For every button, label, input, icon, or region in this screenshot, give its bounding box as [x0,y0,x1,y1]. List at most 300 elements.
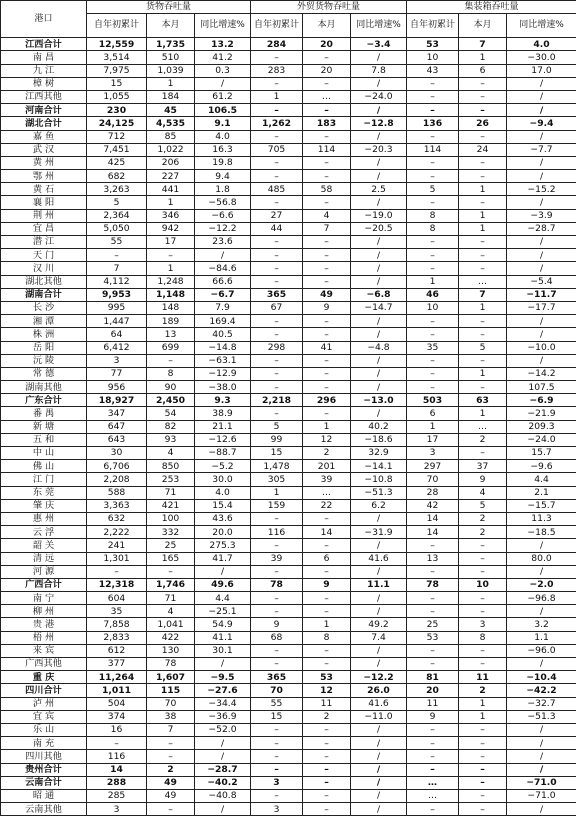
value-cell: 30 [87,447,147,460]
value-cell: −12.8 [351,117,407,130]
value-cell: / [507,750,576,763]
value-cell: – [251,381,303,394]
value-cell: – [251,77,303,90]
value-cell: / [351,763,407,776]
value-cell: 43.6 [195,512,251,525]
value-cell: 1,735 [147,38,195,51]
port-name-cell: 贵州合计 [1,763,87,776]
value-cell: 5 [459,499,507,512]
table-row [1,394,576,407]
value-cell: 503 [407,394,459,407]
value-cell: 9 [303,578,351,591]
value-cell: – [459,803,507,816]
value-cell: 165 [147,552,195,565]
value-cell: – [459,130,507,143]
value-cell: 54 [147,407,195,420]
value-cell: 7,858 [87,618,147,631]
value-cell: 0.3 [195,64,251,77]
table-row [1,90,576,103]
sub-header: 本月 [147,14,195,38]
value-cell: 41.6 [351,552,407,565]
value-cell: / [351,789,407,802]
value-cell: 40.5 [195,328,251,341]
value-cell: / [507,236,576,249]
value-cell: / [195,565,251,578]
value-cell: 441 [147,183,195,196]
value-cell: – [459,605,507,618]
value-cell: 67 [251,301,303,314]
value-cell: 17 [147,236,195,249]
value-cell: 3 [87,803,147,816]
value-cell: 78 [147,658,195,671]
value-cell: / [351,156,407,169]
value-cell: 712 [87,130,147,143]
value-cell: 115 [147,684,195,697]
value-cell: – [251,156,303,169]
port-name-cell: 乐 山 [1,723,87,736]
port-name-cell: 番 禺 [1,407,87,420]
value-cell: 298 [251,341,303,354]
value-cell: – [303,605,351,618]
value-cell: 1,447 [87,315,147,328]
value-cell: / [507,90,576,103]
value-cell: 705 [251,143,303,156]
value-cell: −15.2 [507,183,576,196]
port-name-cell: 柳 州 [1,605,87,618]
value-cell: / [351,249,407,262]
value-cell: 6.2 [351,499,407,512]
value-cell: / [507,539,576,552]
value-cell: 6 [407,407,459,420]
table-row [1,196,576,209]
value-cell: 5 [251,420,303,433]
table-row [1,512,576,525]
port-name-cell: 梧 州 [1,631,87,644]
value-cell: – [303,354,351,367]
value-cell: – [407,77,459,90]
value-cell: / [507,170,576,183]
value-cell: – [459,447,507,460]
value-cell: 15.7 [507,447,576,460]
value-cell: / [351,737,407,750]
port-name-cell: 南 宁 [1,592,87,605]
value-cell: 159 [251,499,303,512]
value-cell: 1 [303,420,351,433]
value-cell: −42.2 [507,684,576,697]
port-name-cell: 广西其他 [1,658,87,671]
port-name-cell: 南 昌 [1,51,87,64]
port-name-cell: 湖北合计 [1,117,87,130]
table-row [1,275,576,288]
value-cell: / [195,737,251,750]
value-cell: 2,833 [87,631,147,644]
value-cell: – [303,249,351,262]
value-cell: 7 [303,222,351,235]
value-cell: – [251,104,303,117]
value-cell: 23.6 [195,236,251,249]
value-cell: 1,262 [251,117,303,130]
value-cell: 85 [147,130,195,143]
value-cell: 1 [459,301,507,314]
value-cell: −2.0 [507,578,576,591]
value-cell: −14.1 [351,460,407,473]
value-cell: 1 [459,183,507,196]
value-cell: 11,264 [87,671,147,684]
value-cell: 612 [87,644,147,657]
value-cell: 9 [303,301,351,314]
value-cell: / [507,262,576,275]
value-cell: 20 [303,64,351,77]
value-cell: 3 [251,776,303,789]
port-name-cell: 襄 阳 [1,196,87,209]
value-cell: 2,208 [87,473,147,486]
value-cell: 374 [87,710,147,723]
table-row [1,776,576,789]
value-cell: 13.2 [195,38,251,51]
port-name-cell: 贵 港 [1,618,87,631]
value-cell: −9.6 [507,460,576,473]
table-row [1,737,576,750]
value-cell: 485 [251,183,303,196]
value-cell: – [407,750,459,763]
value-cell: 16.3 [195,143,251,156]
value-cell: −84.6 [195,262,251,275]
value-cell: / [351,262,407,275]
value-cell: 2,222 [87,526,147,539]
value-cell: 24,125 [87,117,147,130]
value-cell: – [147,750,195,763]
port-name-cell: 嘉 鱼 [1,130,87,143]
port-name-cell: 五 和 [1,433,87,446]
value-cell: 26.0 [351,684,407,697]
sub-header: 自年初累计 [251,14,303,38]
value-cell: 7 [459,38,507,51]
value-cell: 7 [87,262,147,275]
value-cell: – [459,354,507,367]
value-cell: 45 [147,104,195,117]
value-cell: 37 [459,460,507,473]
value-cell: – [303,275,351,288]
value-cell: −28.7 [195,763,251,776]
value-cell: / [351,354,407,367]
value-cell: 2 [459,512,507,525]
value-cell: 604 [87,592,147,605]
value-cell: 510 [147,51,195,64]
table-row [1,407,576,420]
value-cell: 35 [87,605,147,618]
port-name-cell: 云 浮 [1,526,87,539]
value-cell: – [407,354,459,367]
table-row [1,130,576,143]
value-cell: – [251,512,303,525]
value-cell: 53 [407,631,459,644]
value-cell: – [459,77,507,90]
value-cell: −40.2 [195,776,251,789]
value-cell: 41.6 [351,697,407,710]
port-name-cell: 荆 州 [1,209,87,222]
value-cell: / [351,328,407,341]
value-cell: 41.2 [195,51,251,64]
value-cell: 53 [303,671,351,684]
value-cell: 1 [407,420,459,433]
port-name-cell: 来 宾 [1,644,87,657]
value-cell: −20.3 [351,143,407,156]
value-cell: 20 [407,684,459,697]
value-cell: 169.4 [195,315,251,328]
value-cell: 2 [459,433,507,446]
value-cell: – [407,328,459,341]
value-cell: / [351,605,407,618]
value-cell: 39 [303,473,351,486]
port-name-cell: 河南合计 [1,104,87,117]
value-cell: 995 [87,301,147,314]
value-cell: – [303,737,351,750]
value-cell: – [251,354,303,367]
value-cell: −18.5 [507,526,576,539]
value-cell: 2 [303,710,351,723]
value-cell: 49 [147,776,195,789]
value-cell: – [303,315,351,328]
value-cell: 130 [147,644,195,657]
value-cell: … [407,776,459,789]
value-cell: – [459,90,507,103]
value-cell: 42 [407,499,459,512]
value-cell: – [251,658,303,671]
value-cell: – [147,803,195,816]
value-cell: −96.8 [507,592,576,605]
value-cell: – [407,605,459,618]
value-cell: 643 [87,433,147,446]
value-cell: – [251,315,303,328]
value-cell: – [303,750,351,763]
value-cell: −38.0 [195,381,251,394]
value-cell: 1.1 [507,631,576,644]
value-cell: – [147,565,195,578]
value-cell: – [303,723,351,736]
value-cell: – [251,737,303,750]
value-cell: 25 [407,618,459,631]
value-cell: 305 [251,473,303,486]
value-cell: / [195,658,251,671]
value-cell: 942 [147,222,195,235]
value-cell: / [351,407,407,420]
value-cell: 3.2 [507,618,576,631]
value-cell: 1 [459,51,507,64]
value-cell: 2 [459,526,507,539]
value-cell: 71 [147,592,195,605]
value-cell: 4.0 [507,38,576,51]
value-cell: 14 [407,526,459,539]
value-cell: – [303,512,351,525]
value-cell: 40.2 [351,420,407,433]
table-row [1,539,576,552]
value-cell: – [407,763,459,776]
value-cell: −6.7 [195,288,251,301]
value-cell: 1 [147,196,195,209]
value-cell: – [459,789,507,802]
value-cell: – [407,367,459,380]
port-name-cell: 湘 潭 [1,315,87,328]
port-name-cell: 湖南其他 [1,381,87,394]
value-cell: 55 [251,697,303,710]
value-cell: 25 [147,539,195,552]
port-name-cell: 新 塘 [1,420,87,433]
table-row [1,38,576,51]
value-cell: – [459,170,507,183]
value-cell: – [147,354,195,367]
value-cell: 58 [303,183,351,196]
value-cell: −11.7 [507,288,576,301]
value-cell: 7 [147,723,195,736]
value-cell: 1,011 [87,684,147,697]
value-cell: – [459,104,507,117]
value-cell: 3,514 [87,51,147,64]
value-cell: 7,975 [87,64,147,77]
value-cell: 699 [147,341,195,354]
value-cell: 11 [459,671,507,684]
value-cell: 9 [407,710,459,723]
port-name-cell: 南 充 [1,737,87,750]
value-cell: 288 [87,776,147,789]
value-cell: −28.7 [507,222,576,235]
value-cell: 70 [147,697,195,710]
value-cell: – [251,789,303,802]
value-cell: 32.9 [351,447,407,460]
value-cell: 7,451 [87,143,147,156]
value-cell: 5 [407,183,459,196]
value-cell: 63 [459,394,507,407]
value-cell: −88.7 [195,447,251,460]
port-name-cell: 鄂 州 [1,170,87,183]
value-cell: 93 [147,433,195,446]
table-row [1,697,576,710]
value-cell: / [507,803,576,816]
value-cell: 53 [407,38,459,51]
value-cell: 1 [459,710,507,723]
value-cell: – [303,51,351,64]
port-name-cell: 宜 宾 [1,710,87,723]
value-cell: 8 [303,631,351,644]
value-cell: 39 [251,552,303,565]
value-cell: 2.5 [351,183,407,196]
port-name-cell: 江 门 [1,473,87,486]
value-cell: / [351,776,407,789]
value-cell: 71 [147,486,195,499]
value-cell: – [407,236,459,249]
value-cell: 4.0 [195,130,251,143]
value-cell: 5,050 [87,222,147,235]
value-cell: 9 [251,618,303,631]
value-cell: / [507,565,576,578]
value-cell: 1 [459,407,507,420]
value-cell: – [251,750,303,763]
value-cell: 1 [459,222,507,235]
value-cell: – [147,249,195,262]
value-cell: / [351,315,407,328]
value-cell: 49.6 [195,578,251,591]
value-cell: −36.9 [195,710,251,723]
value-cell: / [507,328,576,341]
value-cell: 253 [147,473,195,486]
sub-header: 本月 [303,14,351,38]
value-cell: 1,607 [147,671,195,684]
value-cell: / [507,354,576,367]
value-cell: 9,953 [87,288,147,301]
value-cell: −10.8 [351,473,407,486]
value-cell: – [459,539,507,552]
value-cell: 3,263 [87,183,147,196]
table-row [1,552,576,565]
value-cell: 114 [303,143,351,156]
value-cell: −63.1 [195,354,251,367]
value-cell: 68 [251,631,303,644]
table-row [1,486,576,499]
value-cell: 1 [251,486,303,499]
value-cell: / [507,763,576,776]
value-cell: 7.4 [351,631,407,644]
port-name-cell: 沅 陵 [1,354,87,367]
value-cell: 1,478 [251,460,303,473]
value-cell: 49 [147,789,195,802]
port-name-cell: 汉 川 [1,262,87,275]
value-cell: 15.4 [195,499,251,512]
sub-header: 自年初累计 [87,14,147,38]
value-cell: 10 [407,51,459,64]
port-name-cell: 昭 通 [1,789,87,802]
value-cell: 27 [251,209,303,222]
value-cell: – [407,737,459,750]
table-row [1,618,576,631]
value-cell: 38 [147,710,195,723]
value-cell: / [351,130,407,143]
value-cell: / [195,750,251,763]
value-cell: – [303,565,351,578]
value-cell: 15 [87,77,147,90]
value-cell: 1,039 [147,64,195,77]
value-cell: – [87,737,147,750]
table-row [1,222,576,235]
value-cell: 7.9 [195,301,251,314]
port-name-cell: 韶 关 [1,539,87,552]
value-cell: −24.0 [507,433,576,446]
value-cell: / [507,723,576,736]
value-cell: – [251,275,303,288]
value-cell: 3 [251,803,303,816]
port-name-cell: 东 莞 [1,486,87,499]
value-cell: – [407,803,459,816]
value-cell: 296 [303,394,351,407]
table-row [1,644,576,657]
value-cell: −12.6 [195,433,251,446]
value-cell: 2,364 [87,209,147,222]
port-name-cell: 黄 州 [1,156,87,169]
value-cell: 5 [87,196,147,209]
value-cell: −17.7 [507,301,576,314]
value-cell: / [351,236,407,249]
value-cell: – [251,262,303,275]
value-cell: 682 [87,170,147,183]
value-cell: 114 [407,143,459,156]
value-cell: / [351,565,407,578]
value-cell: 22 [303,499,351,512]
value-cell: 4.4 [507,473,576,486]
table-row [1,262,576,275]
value-cell: −56.8 [195,196,251,209]
value-cell: 4.0 [195,486,251,499]
value-cell: 81 [407,671,459,684]
table-row [1,578,576,591]
port-name-cell: 云南其他 [1,803,87,816]
